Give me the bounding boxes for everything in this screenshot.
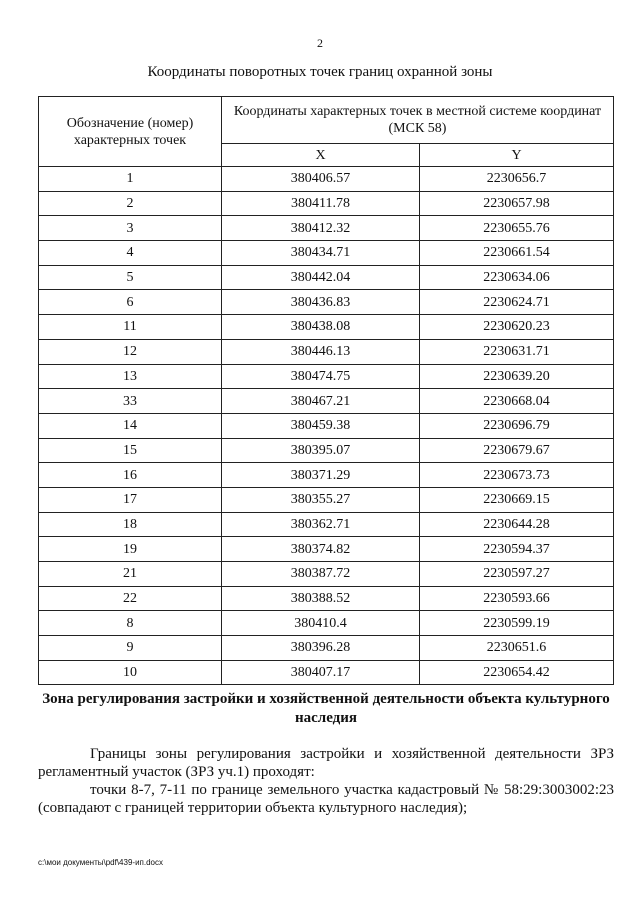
cell-point: 3 — [39, 216, 222, 241]
table-row — [39, 216, 614, 241]
cell-y: 2230644.28 — [420, 512, 614, 537]
cell-y: 2230679.67 — [420, 438, 614, 463]
cell-y: 2230661.54 — [420, 241, 614, 266]
cell-x: 380474.75 — [222, 364, 420, 389]
section-heading: Зона регулирования застройки и хозяйственной деятельности объекта культурного наследия — [42, 691, 610, 726]
table-row — [39, 413, 614, 438]
cell-y: 2230651.6 — [420, 636, 614, 661]
cell-y: 2230696.79 — [420, 413, 614, 438]
cell-y: 2230599.19 — [420, 611, 614, 636]
cell-point: 11 — [39, 315, 222, 340]
cell-x: 380467.21 — [222, 389, 420, 414]
table-row — [39, 364, 614, 389]
cell-y: 2230594.37 — [420, 537, 614, 562]
cell-x: 380374.82 — [222, 537, 420, 562]
cell-point: 17 — [39, 487, 222, 512]
table-row — [39, 389, 614, 414]
cell-x: 380410.4 — [222, 611, 420, 636]
cell-point: 18 — [39, 512, 222, 537]
table-row — [39, 463, 614, 488]
cell-point: 2 — [39, 191, 222, 216]
cell-point: 1 — [39, 167, 222, 192]
table-row — [39, 191, 614, 216]
table-row — [39, 167, 614, 192]
cell-point: 21 — [39, 562, 222, 587]
table-row — [39, 660, 614, 685]
cell-x: 380388.52 — [222, 586, 420, 611]
cell-x: 380411.78 — [222, 191, 420, 216]
cell-point: 16 — [39, 463, 222, 488]
table-row — [39, 636, 614, 661]
table-title: Координаты поворотных точек границ охранной зоны — [147, 64, 493, 80]
cell-x: 380412.32 — [222, 216, 420, 241]
cell-x: 380459.38 — [222, 413, 420, 438]
cell-point: 5 — [39, 265, 222, 290]
cell-x: 380395.07 — [222, 438, 420, 463]
cell-y: 2230654.42 — [420, 660, 614, 685]
cell-y: 2230673.73 — [420, 463, 614, 488]
cell-y: 2230657.98 — [420, 191, 614, 216]
cell-y: 2230597.27 — [420, 562, 614, 587]
cell-x: 380355.27 — [222, 487, 420, 512]
cell-y: 2230634.06 — [420, 265, 614, 290]
table-row — [39, 339, 614, 364]
cell-x: 380434.71 — [222, 241, 420, 266]
cell-y: 2230639.20 — [420, 364, 614, 389]
cell-point: 33 — [39, 389, 222, 414]
table-body — [39, 167, 614, 685]
table-row — [39, 611, 614, 636]
cell-y: 2230656.7 — [420, 167, 614, 192]
table-row — [39, 265, 614, 290]
table-row — [39, 315, 614, 340]
cell-point: 4 — [39, 241, 222, 266]
footer-file-path: c:\мои документы\pdf\439-ип.docx — [38, 858, 163, 867]
cell-point: 13 — [39, 364, 222, 389]
cell-x: 380406.57 — [222, 167, 420, 192]
cell-point: 22 — [39, 586, 222, 611]
cell-y: 2230593.66 — [420, 586, 614, 611]
cell-x: 380387.72 — [222, 562, 420, 587]
cell-x: 380396.28 — [222, 636, 420, 661]
paragraph-1: Границы зоны регулирования застройки и хозяйственной деятельности ЗРЗ регламентный участок (ЗРЗ уч.1) проходят: — [38, 746, 614, 780]
cell-point: 6 — [39, 290, 222, 315]
table-row — [39, 290, 614, 315]
cell-x: 380438.08 — [222, 315, 420, 340]
cell-y: 2230655.76 — [420, 216, 614, 241]
cell-point: 15 — [39, 438, 222, 463]
table-row — [39, 241, 614, 266]
cell-x: 380436.83 — [222, 290, 420, 315]
cell-y: 2230669.15 — [420, 487, 614, 512]
cell-x: 380446.13 — [222, 339, 420, 364]
table-row — [39, 562, 614, 587]
header-point-designation: Обозначение (номер) характерных точек — [39, 97, 222, 167]
cell-point: 12 — [39, 339, 222, 364]
cell-point: 14 — [39, 413, 222, 438]
coordinates-table — [38, 96, 614, 685]
body-text — [38, 745, 614, 817]
cell-point: 10 — [39, 660, 222, 685]
table-row — [39, 438, 614, 463]
table-row — [39, 537, 614, 562]
cell-point: 19 — [39, 537, 222, 562]
cell-y: 2230624.71 — [420, 290, 614, 315]
table-row — [39, 586, 614, 611]
header-y: Y — [420, 144, 614, 167]
cell-x: 380407.17 — [222, 660, 420, 685]
cell-x: 380371.29 — [222, 463, 420, 488]
cell-point: 8 — [39, 611, 222, 636]
cell-y: 2230631.71 — [420, 339, 614, 364]
cell-point: 9 — [39, 636, 222, 661]
header-x: X — [222, 144, 420, 167]
cell-x: 380362.71 — [222, 512, 420, 537]
cell-y: 2230620.23 — [420, 315, 614, 340]
cell-x: 380442.04 — [222, 265, 420, 290]
header-coordinates: Координаты характерных точек в местной системе координат (МСК 58) — [222, 97, 614, 144]
table-row — [39, 512, 614, 537]
paragraph-2: точки 8-7, 7-11 по границе земельного участка кадастровый № 58:29:3003002:23 (совпадают с границей территории объекта культурного наследия); — [38, 782, 614, 816]
table-row — [39, 487, 614, 512]
cell-y: 2230668.04 — [420, 389, 614, 414]
page-number: 2 — [317, 36, 323, 50]
